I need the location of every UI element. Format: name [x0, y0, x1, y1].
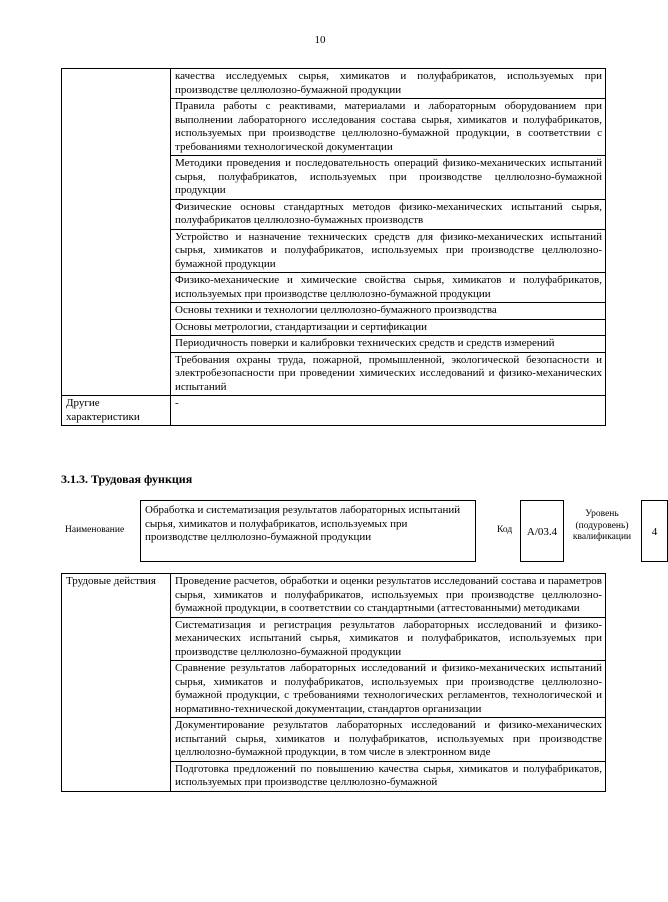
- function-name-label: Наименование: [65, 525, 125, 535]
- table-row: [62, 69, 606, 99]
- knowledge-label-cell: [62, 69, 171, 396]
- other-characteristics-label: Другие характеристики: [62, 396, 171, 426]
- table-row: [62, 574, 606, 618]
- table-cell: Систематизация и регистрация результатов лабораторных исследований и физико-механических испытаний сырья, химикатов и полуфабрикатов, используемых при производстве целлюлозно-бумажной продукции: [171, 617, 606, 661]
- table-cell: Проведение расчетов, обработки и оценки результатов исследований состава и параметров сырья, химикатов и полуфабрикатов, используемых при производстве целлюлозно-бумажной продукции, в соответствии со стандартными (аттестованными) методиками: [171, 574, 606, 618]
- table-cell: качества исследуемых сырья, химикатов и полуфабрикатов, используемых при производстве целлюлозно-бумажной продукции: [171, 69, 606, 99]
- table-cell: Подготовка предложений по повышению качества сырья, химикатов и полуфабрикатов, используемых при производстве целлюлозно-бумажной: [171, 761, 606, 791]
- function-code-label: Код: [497, 525, 513, 535]
- table-cell: Документирование результатов лабораторных исследований и физико-механических испытаний сырья, химикатов и полуфабрикатов, используемых при производстве целлюлозно-бумажной продукции, в том числе в электронном виде: [171, 718, 606, 762]
- qualification-level-value: 4: [641, 500, 668, 562]
- table-cell: Правила работы с реактивами, материалами и лабораторным оборудованием при выполнении лабораторного исследования состава сырья, химикатов и полуфабрикатов, используемых при производстве целлюлозно-бумажной продукции, в соответствии с требованиями технологической документации: [171, 99, 606, 156]
- section-heading: 3.1.3. Трудовая функция: [61, 472, 193, 486]
- labor-actions-table: [61, 573, 606, 792]
- table-row: [62, 396, 606, 426]
- page-number: 10: [314, 34, 326, 46]
- qualification-level-label: Уровень (подуровень) квалификации: [572, 509, 632, 542]
- table-cell: Периодичность поверки и калибровки технических средств и средств измерений: [171, 336, 606, 353]
- labor-actions-label: Трудовые действия: [62, 574, 171, 792]
- table-cell: Основы метрологии, стандартизации и сертификации: [171, 319, 606, 336]
- table-cell: Сравнение результатов лабораторных исследований и физико-механических испытаний сырья, химикатов и полуфабрикатов, используемых при производстве целлюлозно-бумажной продукции, с требованиями технологических регламентов, технологической и нормативно-технической документации, стандартов организации: [171, 661, 606, 718]
- knowledge-table: [61, 68, 606, 426]
- function-header: [61, 500, 658, 562]
- table-cell: Физико-механические и химические свойства сырья, химикатов и полуфабрикатов, используемых при производстве целлюлозно-бумажной продукции: [171, 273, 606, 303]
- other-characteristics-value: -: [171, 396, 606, 426]
- table-cell: Физические основы стандартных методов физико-механических испытаний сырья, полуфабрикатов целлюлозно-бумажных производств: [171, 199, 606, 229]
- table-cell: Устройство и назначение технических средств для физико-механических испытаний сырья, химикатов и полуфабрикатов, используемых при производстве целлюлозно-бумажной продукции: [171, 229, 606, 273]
- table-cell: Методики проведения и последовательность операций физико-механических испытаний сырья, полуфабрикатов, используемых при производстве целлюлозно-бумажной продукции: [171, 156, 606, 200]
- function-name-value: Обработка и систематизация результатов лабораторных испытаний сырья, химикатов и полуфабрикатов, используемых при производстве целлюлозно-бумажной продукции: [140, 500, 476, 562]
- table-cell: Основы техники и технологии целлюлозно-бумажного производства: [171, 303, 606, 320]
- function-code-value: А/03.4: [520, 500, 564, 562]
- table-cell: Требования охраны труда, пожарной, промышленной, экологической безопасности и электробезопасности при проведении химических исследований и физико-механических испытаний: [171, 352, 606, 396]
